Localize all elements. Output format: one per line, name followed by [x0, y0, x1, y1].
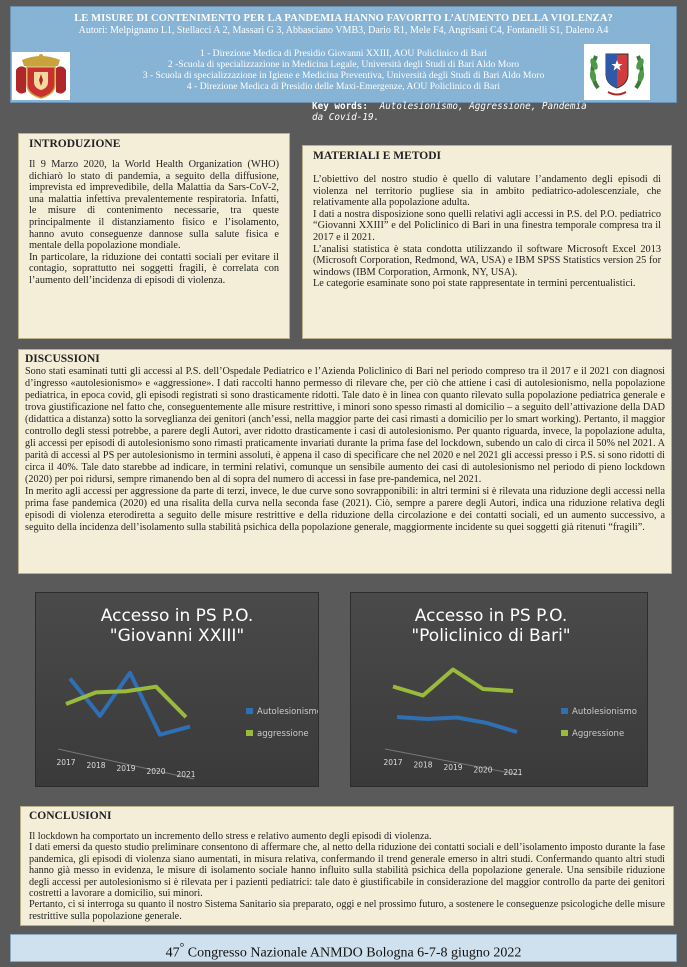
coat-of-arms-logo	[12, 52, 70, 100]
methods-paragraph-4: Le categorie esaminate sono poi state rappresentate in termini percentualistici.	[313, 278, 636, 290]
series-line-aggressione	[393, 670, 513, 696]
chart-title-line-2: "Giovanni XXIII"	[109, 626, 245, 646]
discussion-heading: DISCUSSIONI	[25, 353, 100, 365]
x-tick-label: 2018	[86, 761, 106, 770]
introduction-paragraph-2: In particolare, la riduzione dei contatti sociali per evitare il contagio, soprattutto nei soggetti fragili, è correlata con l’aumento dell’incidenza di episodi di violenza.	[29, 251, 279, 286]
chart-title-line-2: "Policlinico di Bari"	[411, 626, 571, 646]
degree-sign: °	[179, 941, 185, 954]
introduction-section	[18, 133, 290, 339]
chart-title-line-1: Accesso in PS P.O.	[100, 606, 254, 626]
conclusions-heading: CONCLUSIONI	[29, 810, 112, 822]
keywords	[312, 101, 592, 123]
chart-giovanni-xxiii-svg	[36, 593, 318, 786]
conclusions-paragraph-2: I dati emersi da questo studio preliminare consentono di affermare che, al netto della riduzione dei contatti sociali e dell’isolamento imposto durante la fase pandemica, gli episodi di violenza siano aumentati, in misura relativa, confermando il trend generale emerso in altri studi. Confermando quanto altri studi hanno già messo in evidenza, le misure di isolamento sociale hanno influito sulla stabilità psichica della popolazione generale. Una sensibile riduzione degli accessi per autolesionismo si è rilevata per i pazienti pediatrici: tale dato è giustificabile in considerazione del maggior controllo da parte dei genitori costretti a lavorare a domicilio, sui minori.	[29, 842, 665, 900]
poster-title: LE MISURE DI CONTENIMENTO PER LA PANDEMIA HANNO FAVORITO L’AUMENTO DELLA VIOLENZA?	[74, 13, 613, 24]
legend-label: aggressione	[257, 729, 309, 739]
wreath-emblem-logo	[584, 44, 650, 100]
keywords-label: Key words:	[312, 101, 368, 112]
x-tick-label: 2021	[176, 770, 196, 779]
congress-text: Congresso Nazionale ANMDO Bologna 6-7-8 giugno 2022	[184, 945, 522, 961]
introduction-heading: INTRODUZIONE	[29, 138, 121, 150]
legend-label: Autolesionismo	[572, 707, 637, 717]
legend-swatch	[246, 708, 253, 714]
legend-swatch	[246, 730, 253, 736]
x-tick-label: 2020	[473, 765, 493, 775]
conclusions-section	[20, 806, 674, 926]
x-tick-label: 2017	[56, 758, 76, 767]
x-tick-label: 2017	[383, 758, 403, 767]
congress-number: 47	[165, 945, 180, 961]
discussion-paragraph-1: Sono stati esaminati tutti gli accessi al P.S. dell’Ospedale Pediatrico e l’Azienda Policlinico di Bari nel periodo compreso tra il 2017 e il 2021 con diagnosi d’ingresso «autolesionismo» e «aggressione». I dati raccolti hanno permesso di rilevare che, per ciò che attiene i casi di autolesionismo, nella popolazione pediatrica, in epoca covid, gli episodi registrati si sono drasticamente ridotti. Tale dato è in linea con quanto rilevato sulla popolazione pediatrica generale e trova giustificazione nel fatto che, conseguentemente alle misure restrittive, i minori sono spesso rimasti al domicilio – a seguito dell’attivazione della DAD (didattica a distanza) sotto la sorveglianza dei genitori (anch’essi, nella maggior parte dei casi rimasti a domicilio per lo smart working). Pertanto, il maggior controllo degli stessi potrebbe, a parere degli Autori, aver ridotto drasticamente i casi di autolesionismo. Per quanto riguarda, invece, la popolazione adulta, gli accessi per episodi di autolesionismo sono rimasti praticamente invariati durante la prima fase del lockdown, subendo un calo di circa il 50% nel 2021. A parità di accessi al PS per autolesionismo in termini assoluti, è appena il caso di specificare che nel 2020 e nel 2021 gli accessi presso i P.S. si sono ridotti di circa il 40%. Tale dato starebbe ad indicare, in termini relativi, comunque un sensibile aumento dei casi di autolesionismo nel periodo di pieno lockdown (2020) per poi ridursi, sempre rimanendo ben al di sopra del numero di accessi in fase pre-pandemica, nel 2021.	[25, 366, 665, 485]
legend-swatch	[561, 730, 568, 736]
affiliation-1: 1 - Direzione Medica di Presidio Giovanni XXIII, AOU Policlinico di Bari	[199, 48, 488, 59]
x-tick-label: 2020	[146, 767, 166, 776]
chart-giovanni-xxiii	[35, 592, 319, 787]
discussion-section	[18, 349, 672, 574]
conclusions-paragraph-3: Pertanto, ci si interroga su quanto il nostro Sistema Sanitario sia preparato, oggi e nel prossimo futuro, a sostenere le conseguenze psicologiche delle misure restrittive sulla popolazione generale.	[29, 899, 665, 922]
methods-paragraph-1: L’obiettivo del nostro studio è quello di valutare l’andamento degli episodi di violenza nel territorio pugliese sia in ambito pediatrico-adolescenziale, che relativamente alla popolazione adulta.	[313, 174, 661, 209]
poster-header	[10, 6, 677, 103]
discussion-paragraph-2: In merito agli accessi per aggressione da parte di terzi, invece, le due curve sono sovrapponibili: in altri termini si è rilevata una riduzione degli accessi nella prima fase pandemica (2020) ed una risalita della curva nella seconda fase (2021). Ciò, sempre a parere degli Autori, indica una riduzione relativa degli episodi di violenza eterodiretta a seguito delle misure restrittive e della riduzione della circolazione e dei contatti sociali, ed un aumento successivo, a seguito della incidenza dell’isolamento sulla stabilità psichica della popolazione generale, maggiormente incidente su quei soggetti già ritenuti “fragili”.	[25, 486, 665, 533]
legend-label: Autolesionismo	[257, 707, 318, 717]
x-tick-label: 2018	[413, 760, 433, 770]
x-tick-label: 2021	[503, 768, 523, 777]
series-line-aggressione	[66, 687, 186, 717]
affiliation-3: 3 - Scuola di specializzazione in Igiene e Medicina Preventiva, Università degli Studi di Bari Aldo Moro	[142, 70, 545, 81]
chart-policlinico-bari-svg	[351, 593, 647, 786]
legend-swatch	[561, 708, 568, 714]
poster-authors: Autori: Melpignano L1, Stellacci A 2, Massari G 3, Abbasciano VMB3, Dario R1, Mele F4, Angrisani C4, Fontanelli S1, Daleno A4	[78, 25, 609, 36]
x-tick-label: 2019	[443, 763, 463, 772]
methods-section	[302, 145, 672, 339]
methods-heading: MATERIALI E METODI	[313, 150, 442, 162]
affiliation-2: 2 -Scuola di specializzazione in Medicina Legale, Università degli Studi di Bari Aldo Moro	[167, 59, 520, 70]
affiliation-4: 4 - Direzione Medica di Presidio delle Maxi-Emergenze, AOU Policlinico di Bari	[186, 81, 501, 92]
methods-paragraph-2: I dati a nostra disposizione sono quelli relativi agli accessi in P.S. del P.O. pediatrico “Giovanni XXIII” e del Policlinico di Bari in una finestra temporale compresa tra il 2017 e il 2021.	[313, 208, 661, 243]
congress-footer	[10, 934, 677, 962]
chart-title-line-1: Accesso in PS P.O.	[414, 606, 568, 626]
chart-policlinico-bari	[350, 592, 648, 787]
introduction-paragraph-1: Il 9 Marzo 2020, la World Health Organization (WHO) dichiarò lo stato di pandemia, a seguito della diffusione, imprevista ed imprevedibile, della Malattia da Sars-CoV-2, una malattia infettiva prevalentemente respiratoria. Infatti, le misure di contenimento necessarie, tra queste principalmente il distanziamento fisico e l’isolamento, hanno avuto conseguenze dannose sulla salute fisica e mentale della popolazione mondiale.	[29, 159, 279, 252]
x-tick-label: 2019	[116, 764, 136, 773]
conclusions-paragraph-1: Il lockdown ha comportato un incremento dello stress e relativo aumento degli episodi di violenza.	[29, 831, 432, 842]
keywords-text: Autolesionismo, Aggressione, Pandemia da Covid-19.	[312, 101, 587, 123]
legend-label: Aggressione	[572, 729, 625, 739]
series-line-autolesionismo	[397, 717, 517, 732]
methods-paragraph-3: L’analisi statistica è stata condotta utilizzando il software Microsoft Excel 2013 (Microsoft Corporation, Redmond, WA, USA) e IBM SPSS Statistics version 25 for windows (IBM Corporation, Armonk, NY, USA).	[313, 243, 661, 278]
